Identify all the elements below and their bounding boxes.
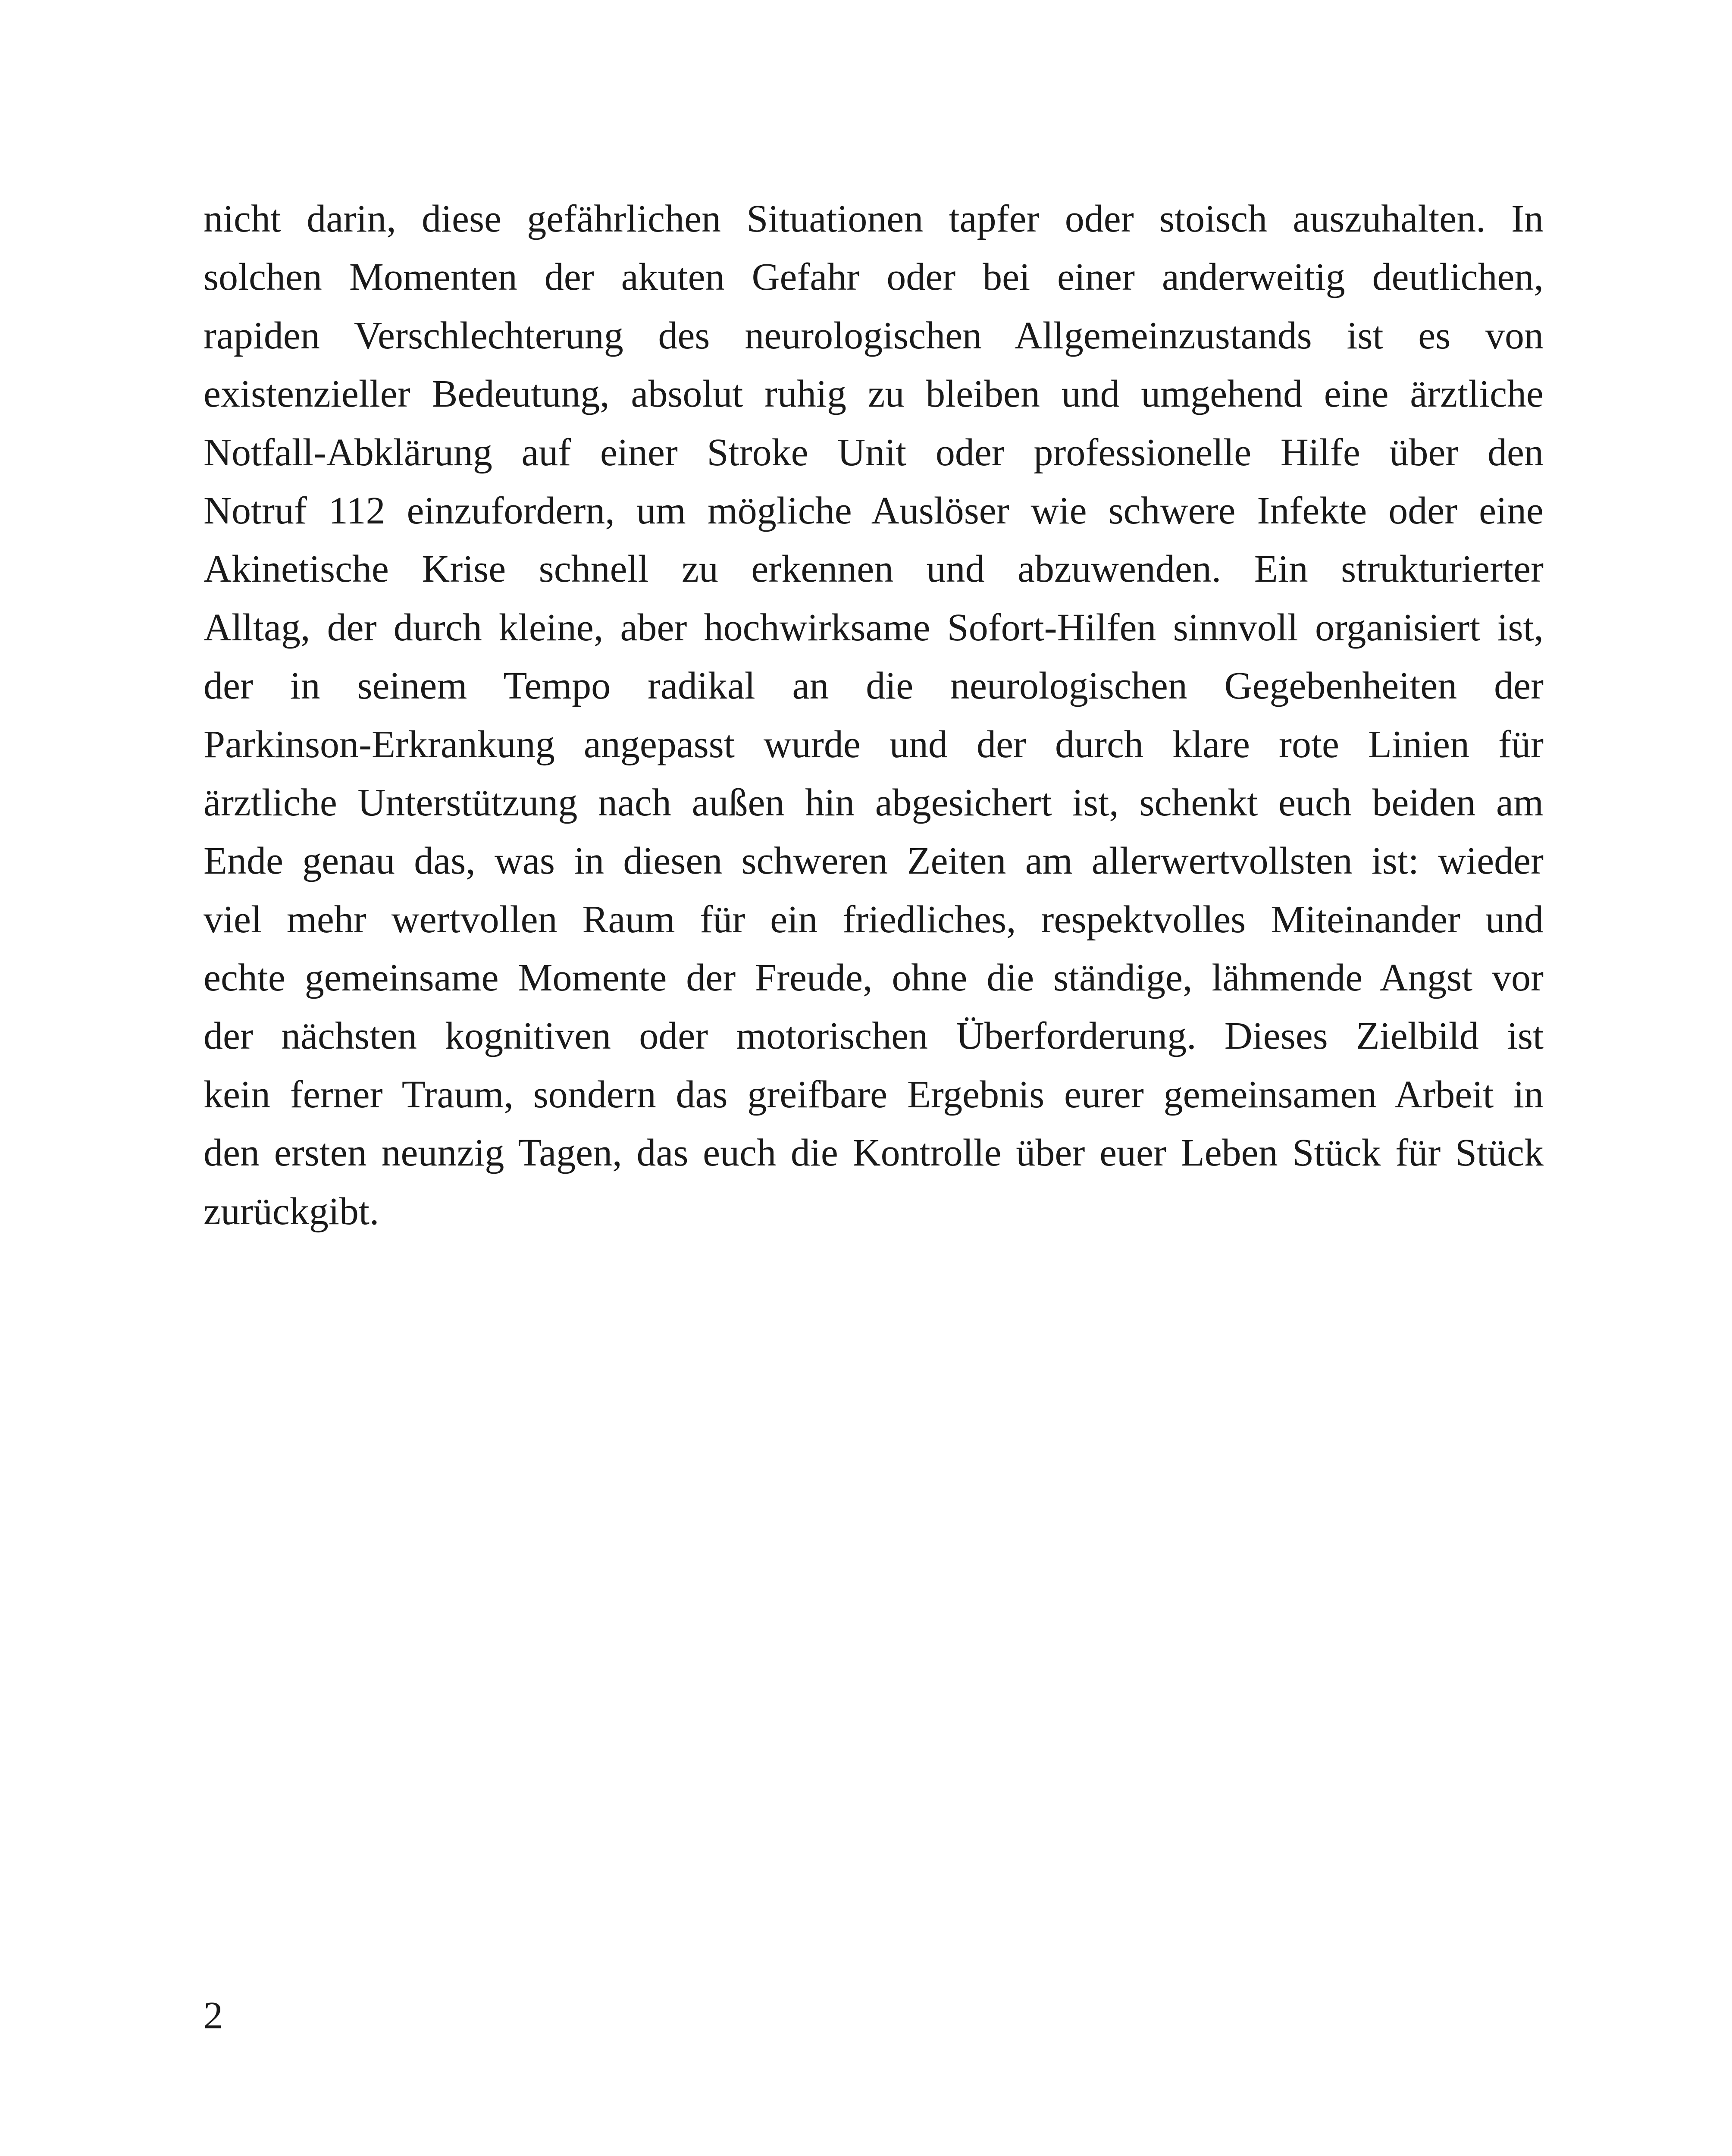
body-paragraph: [204, 190, 1544, 1241]
text-line: Parkinson-Erkrankung angepasst wurde und der durch klare rote Linien für: [204, 723, 1544, 766]
text-line: den ersten neunzig Tagen, das euch die Kontrolle über euer Leben Stück für Stück: [204, 1131, 1544, 1175]
text-line: echte gemeinsame Momente der Freude, ohne die ständige, lähmende Angst vor: [204, 956, 1544, 1000]
text-line: nicht darin, diese gefährlichen Situationen tapfer oder stoisch auszuhalten. In: [204, 197, 1544, 240]
text-line: zurückgibt.: [204, 1190, 379, 1233]
text-line: kein ferner Traum, sondern das greifbare Ergebnis eurer gemeinsamen Arbeit in: [204, 1073, 1544, 1116]
page-number: 2: [204, 1994, 223, 2037]
text-line: der in seinem Tempo radikal an die neurologischen Gegebenheiten der: [204, 664, 1544, 708]
text-line: existenzieller Bedeutung, absolut ruhig zu bleiben und umgehend eine ärztliche: [204, 373, 1544, 416]
text-line: Notruf 112 einzufordern, um mögliche Auslöser wie schwere Infekte oder eine: [204, 489, 1544, 532]
text-line: Notfall-Abklärung auf einer Stroke Unit oder professionelle Hilfe über den: [204, 431, 1544, 474]
text-line: Akinetische Krise schnell zu erkennen und abzuwenden. Ein strukturierter: [204, 548, 1544, 591]
text-line: solchen Momenten der akuten Gefahr oder bei einer anderweitig deutlichen,: [204, 256, 1544, 299]
text-line: ärztliche Unterstützung nach außen hin abgesichert ist, schenkt euch beiden am: [204, 781, 1544, 824]
text-line: der nächsten kognitiven oder motorischen Überforderung. Dieses Zielbild ist: [204, 1015, 1544, 1058]
text-line: rapiden Verschlechterung des neurologischen Allgemeinzustands ist es von: [204, 314, 1544, 357]
text-line: viel mehr wertvollen Raum für ein friedliches, respektvolles Miteinander und: [204, 898, 1544, 941]
text-line: Alltag, der durch kleine, aber hochwirksame Sofort-Hilfen sinnvoll organisiert ist,: [204, 606, 1544, 649]
text-line: Ende genau das, was in diesen schweren Zeiten am allerwertvollsten ist: wieder: [204, 840, 1544, 883]
